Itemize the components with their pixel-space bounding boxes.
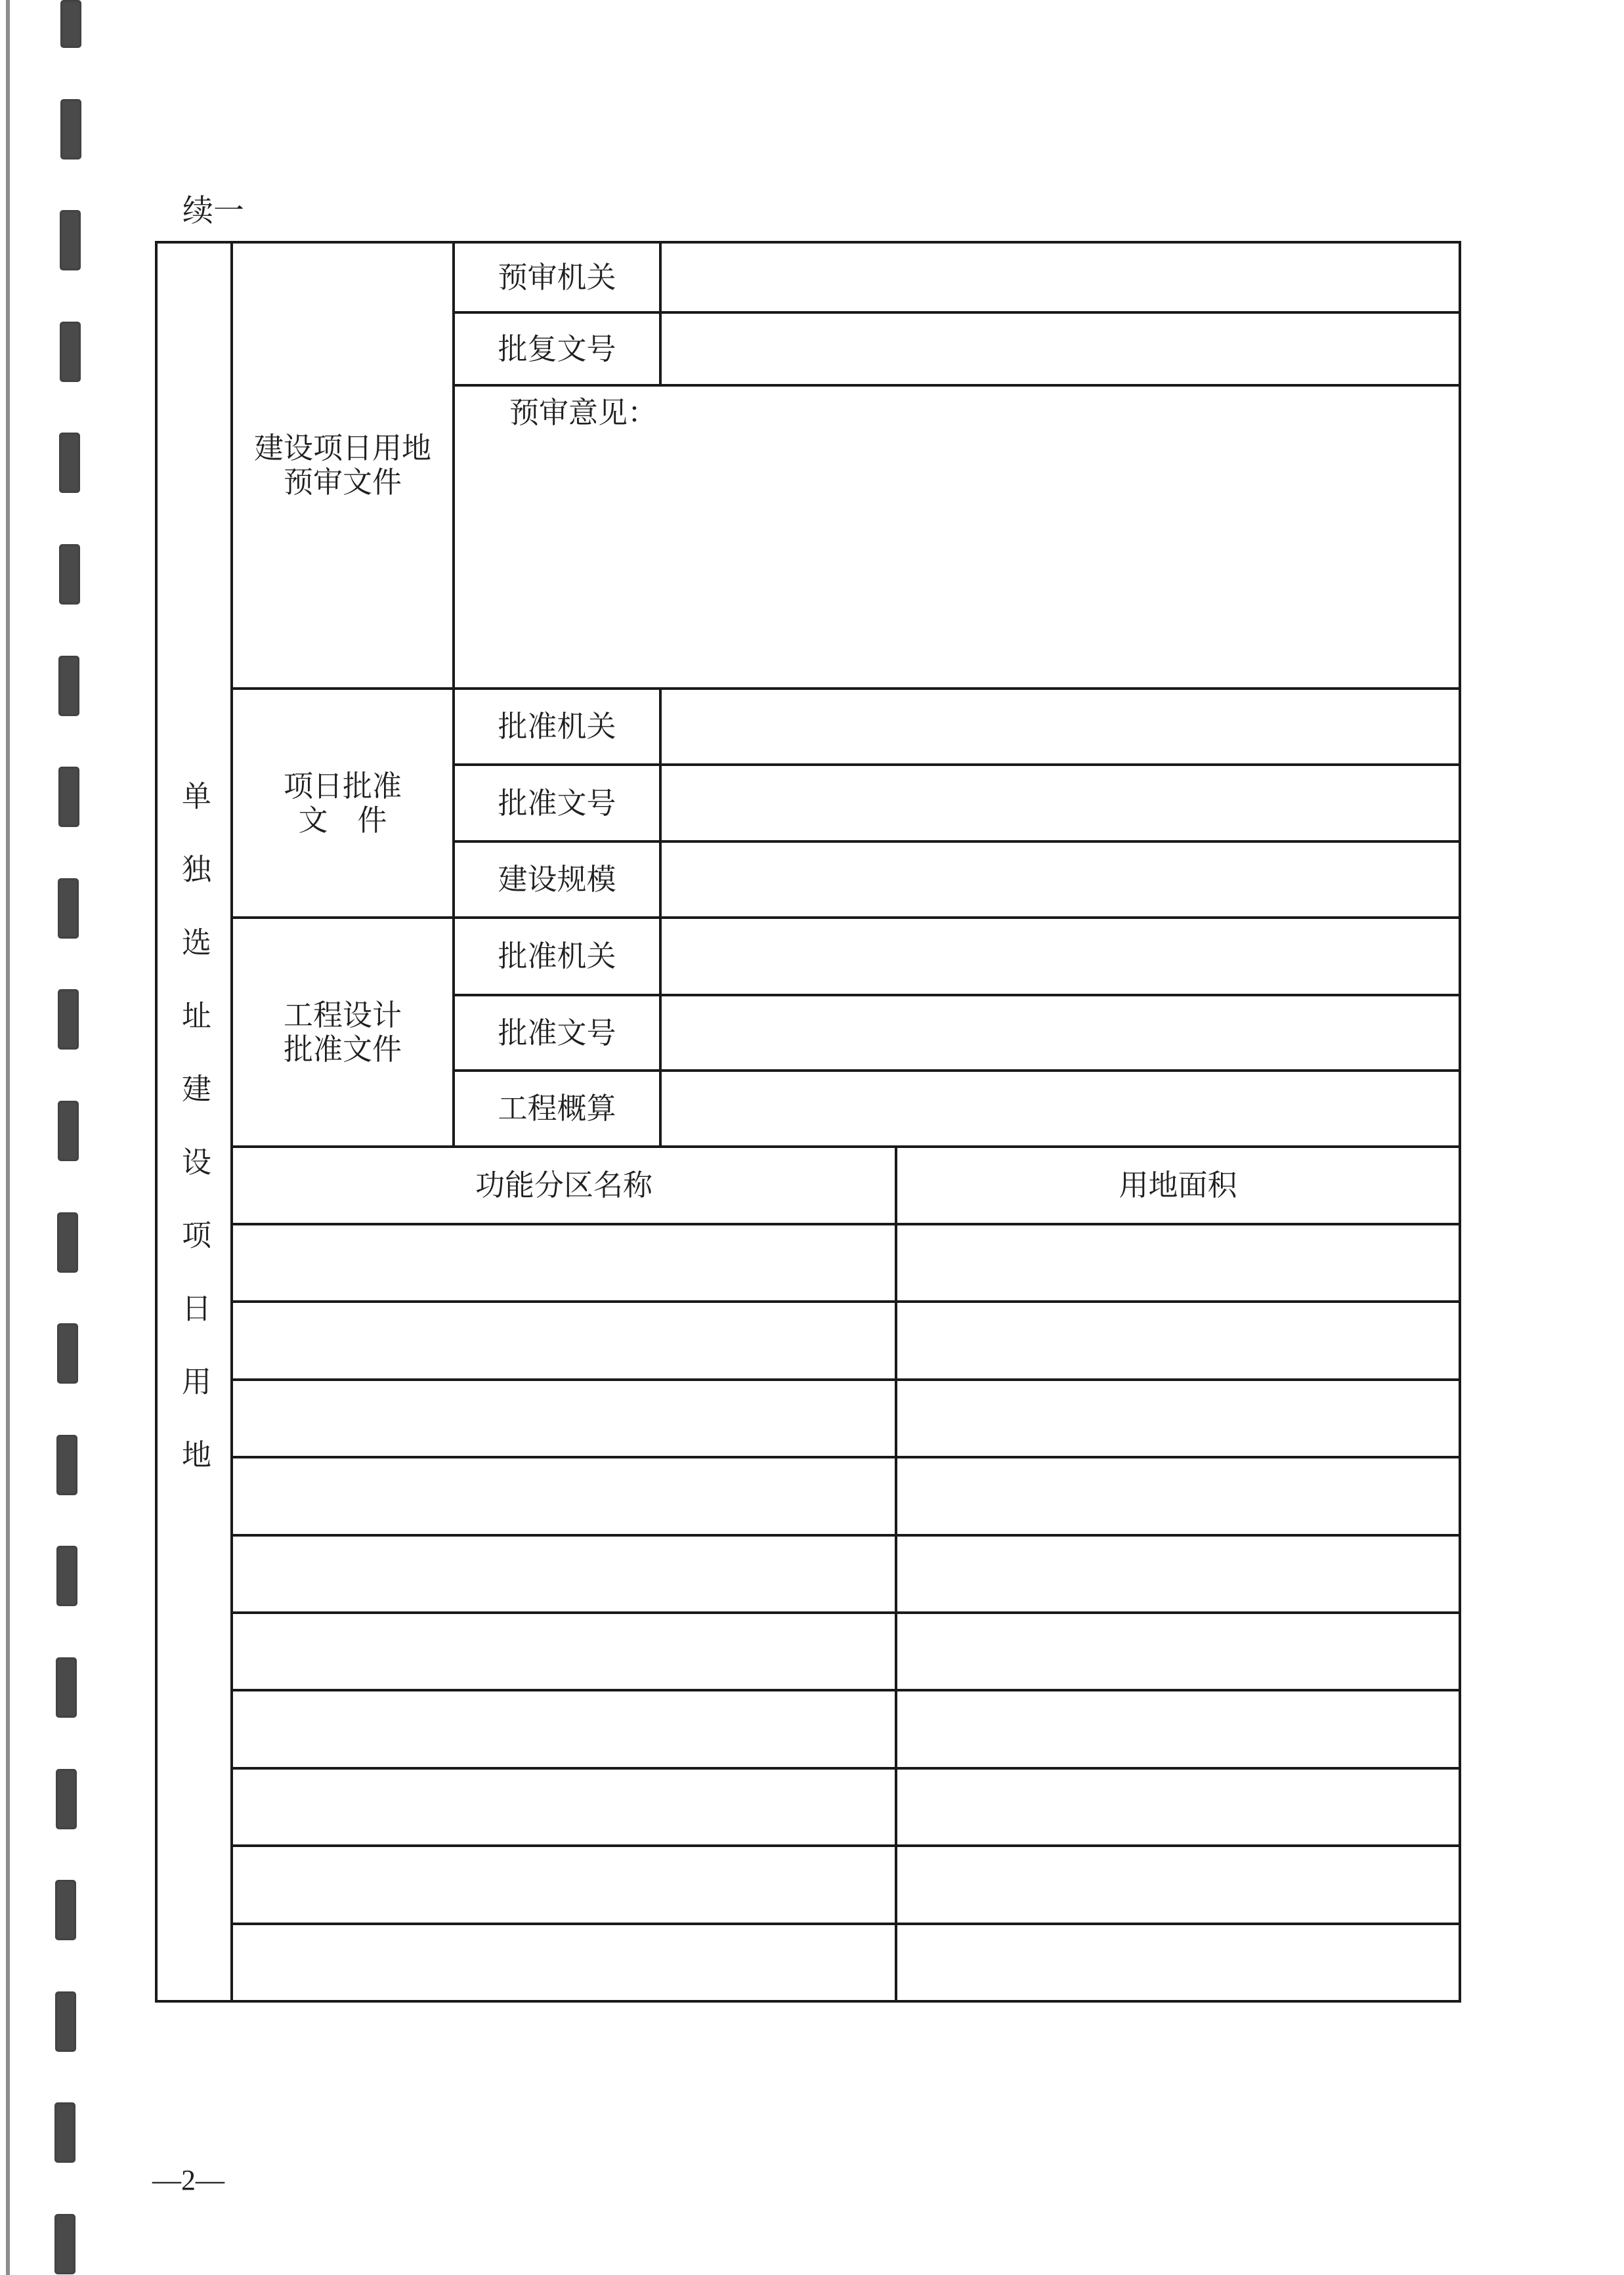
zone-name-cell <box>233 1847 897 1924</box>
section-title-line: 文 件 <box>298 803 387 837</box>
binding-hole <box>60 322 81 382</box>
zone-area-cell <box>897 1847 1461 1924</box>
zone-area-header <box>897 1148 1461 1225</box>
zone-area-cell <box>897 1691 1461 1769</box>
binding-hole <box>54 2102 75 2163</box>
field-label: 建设规模 <box>498 863 616 896</box>
binding-holes <box>0 0 92 2275</box>
zone-area-cell <box>897 1381 1461 1458</box>
zone-name-cell <box>233 1458 897 1536</box>
zone-area-cell <box>897 1614 1461 1691</box>
section-title-line: 批准文件 <box>283 1032 402 1066</box>
field-label-cell <box>455 996 662 1072</box>
zone-name-cell <box>233 1225 897 1303</box>
binding-hole <box>59 433 80 493</box>
continuation-label: 续一 <box>182 194 244 228</box>
side-title: 单独选址建设项日用地 <box>177 780 210 1512</box>
field-label: 批准机关 <box>498 710 616 743</box>
zone-name-cell <box>233 1381 897 1458</box>
field-value <box>662 690 1461 766</box>
zone-name-cell <box>233 1537 897 1614</box>
binding-hole <box>59 544 80 605</box>
section-title-line: 预审文件 <box>283 466 402 499</box>
field-label-cell <box>455 1072 662 1148</box>
land-use-form-table <box>155 241 1461 2003</box>
zone-name-cell <box>233 1303 897 1380</box>
binding-hole <box>60 0 81 48</box>
binding-hole <box>60 210 81 270</box>
field-value <box>662 1072 1461 1148</box>
binding-hole <box>56 1435 77 1495</box>
field-value <box>662 996 1461 1072</box>
field-value <box>662 244 1461 314</box>
field-value <box>662 919 1461 996</box>
zone-area-cell <box>897 1537 1461 1614</box>
section-title-line: 建设项日用地 <box>253 432 431 465</box>
zone-name-cell <box>233 1614 897 1691</box>
zone-area-cell <box>897 1770 1461 1847</box>
binding-hole <box>58 1101 79 1161</box>
field-label: 批准文号 <box>498 786 616 820</box>
zone-area-cell <box>897 1225 1461 1303</box>
section-title-cell <box>233 919 455 1148</box>
opinion-label: 预审意见： <box>509 396 658 429</box>
zone-area-header-label: 用地面积 <box>1119 1169 1237 1202</box>
binding-hole <box>57 1323 78 1384</box>
binding-hole <box>54 2214 75 2274</box>
side-title-cell <box>158 244 233 2003</box>
binding-hole <box>58 878 79 939</box>
binding-hole <box>58 656 79 716</box>
field-label-cell <box>455 843 662 919</box>
binding-hole <box>60 99 81 159</box>
zone-name-header-label: 功能分区名称 <box>475 1169 652 1202</box>
zone-name-cell <box>233 1691 897 1769</box>
field-label: 工程概算 <box>498 1092 616 1125</box>
binding-hole <box>58 989 79 1050</box>
binding-hole <box>57 1212 78 1273</box>
field-label: 批准文号 <box>498 1016 616 1050</box>
field-label-cell <box>455 690 662 766</box>
binding-hole <box>56 1657 77 1718</box>
zone-area-cell <box>897 1303 1461 1380</box>
field-value <box>662 766 1461 843</box>
zone-name-cell <box>233 1770 897 1847</box>
section-title-cell <box>233 244 455 690</box>
field-label-cell <box>455 244 662 314</box>
field-label-cell <box>455 919 662 996</box>
page-number: —2— <box>152 2164 224 2196</box>
binding-hole <box>58 767 79 827</box>
opinion-cell <box>455 387 1461 690</box>
section-title-line: 项日批准 <box>283 769 402 803</box>
zone-area-cell <box>897 1925 1461 2003</box>
field-label: 批准机关 <box>498 940 616 973</box>
zone-name-cell <box>233 1925 897 2003</box>
field-label: 预审机关 <box>498 261 616 294</box>
zone-area-cell <box>897 1458 1461 1536</box>
section-title-cell <box>233 690 455 919</box>
field-label-cell <box>455 314 662 387</box>
section-title-line: 工程设计 <box>283 998 402 1032</box>
zone-name-header <box>233 1148 897 1225</box>
field-label: 批复文号 <box>498 332 616 366</box>
field-label-cell <box>455 766 662 843</box>
binding-hole <box>56 1546 77 1606</box>
field-value <box>662 314 1461 387</box>
binding-hole <box>55 1991 76 2052</box>
binding-hole <box>55 1880 76 1940</box>
field-value <box>662 843 1461 919</box>
binding-hole <box>56 1769 77 1829</box>
